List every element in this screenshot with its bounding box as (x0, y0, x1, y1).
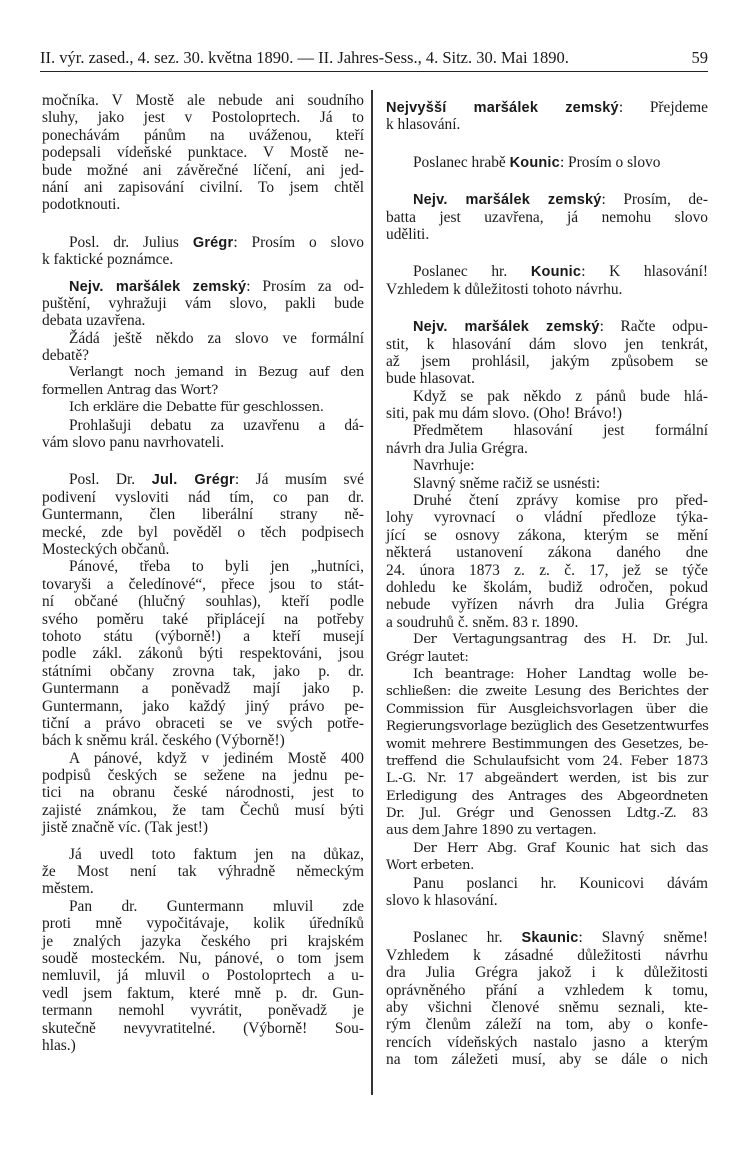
speaker-line (42, 471, 364, 488)
text-line: hlas.) (42, 1036, 76, 1054)
text-line: A pánové, když v jediném Mostě 400 (69, 749, 364, 767)
text-line: jící se osnovy zákona, kterým se mění (386, 526, 708, 544)
text-line: soudě mosteckém. Nu, pánové, o tom jsem (42, 949, 364, 967)
text-line: tici na obranu české národnosti, jest to (42, 784, 364, 802)
right-column (386, 99, 708, 1069)
text-line: Když se pak někdo z pánů bude hlá- (413, 387, 708, 405)
text-line: Žádá ještě někdo za slovo ve formální (69, 329, 364, 347)
speech-text: : Prosím, de- (601, 191, 708, 209)
text-line: k hlasování. (386, 116, 461, 134)
text-line: Já uvedl toto faktum jen na důkaz, (69, 845, 364, 863)
text-line: rencích vídeňských nastalo jasno a kterým (386, 1033, 708, 1051)
speech-text: : Prosím o slovo (559, 153, 661, 171)
text-line: Der Herr Abg. Graf Kounic hat sich das (413, 840, 708, 856)
speaker-line (42, 234, 364, 251)
text-line: Erledigung des Antrages des Abgeordneten (386, 788, 708, 804)
paragraph (42, 750, 364, 837)
text-line: ní občané (hlučný souhlas), kteří podle (42, 593, 364, 611)
text-line: Verlangt noch jemand in Bezug auf den (69, 365, 364, 381)
text-line: debata uzavřena. (42, 312, 146, 330)
text-line: zajisté známkou, že tam Čechů musí býti (42, 801, 364, 819)
text-line: formellen Antrag das Wort? (42, 382, 218, 398)
text-line: Vzhledem k důležitosti tohoto návrhu. (386, 280, 623, 298)
text-line: termann nemohl vyvrátit, poněvadž je (42, 1002, 364, 1020)
speaker-title: Poslanec hrabě (413, 153, 510, 171)
text-line: Dr. Jul. Grégr und Genossen Ldtg.-Z. 83 (386, 806, 708, 822)
speech-text: : Slavný sněme! (578, 929, 708, 947)
text-line: podepsali vídeňské punktace. V Mostě ne- (42, 144, 364, 162)
speaker-title: Posl. dr. Julius (69, 233, 193, 251)
text-line: tovaryši a čeledínové“, přece jsou to stát- (42, 575, 364, 593)
text-line: womit mehrere Bestimmungen des Gesetzes, be- (386, 736, 708, 752)
paragraph (386, 422, 708, 457)
speech-paragraph (386, 929, 708, 1068)
text-line: na tom záležeti musí, aby se dále o nich (386, 1051, 708, 1069)
text-line: nemluvil, já mluvil o Postoloprtech a u- (42, 967, 364, 985)
text-line: a soudruhů č. sněm. 83 r. 1890. (386, 613, 579, 631)
speech-text: : Já musím své (234, 471, 364, 489)
text-line: Guntermann, člen liberální strany ně- (42, 506, 364, 524)
speaker-title: Posl. Dr. (69, 471, 152, 489)
text-line: vám slovo panu navrhovateli. (42, 434, 225, 452)
speech-paragraph (386, 318, 708, 388)
text-line: vedl jsem faktum, které mně p. dr. Gun- (42, 984, 364, 1002)
text-line: mecké, zde byl pověděl o těch podpisech (42, 523, 364, 541)
text-line: Grégr lautet: (386, 649, 469, 665)
text-line: nání ani zapisování civilní. To jsem chtěl (42, 178, 364, 196)
text-line: dra Julia Grégra jakož i k důležitosti (386, 964, 708, 982)
speaker-line (386, 318, 708, 335)
text-line: že Most není tak výhradně německým (42, 863, 364, 881)
text-line: tohoto státu (výborně!) a kteří musejí (42, 627, 364, 645)
paragraph (386, 388, 708, 423)
speaker-line (386, 99, 708, 116)
text-line: Ich erkläre die Debatte für geschlossen. (69, 400, 324, 416)
text-line: Commission für Ausgleichsvorlagen über die (386, 701, 708, 717)
text-line: Vzhledem k zásadné důležitosti návrhu (386, 946, 708, 964)
text-line: Předmětem hlasování jest formální (413, 422, 708, 440)
text-line: batta jest uzavřena, já nemohu slovo (386, 208, 708, 226)
text-line: 24. února 1873 z. z. č. 17, jež se týče (386, 561, 708, 579)
text-line: siti, pak mu dám slovo. (Oho! Brávo!) (386, 405, 622, 423)
paragraph (386, 99, 708, 134)
speaker-name: Nejv. maršálek zemský (413, 319, 600, 336)
speech-text: : Prosím za od- (246, 277, 364, 295)
text-line: aus dem Jahre 1890 zu vertagen. (386, 823, 597, 839)
paragraph (386, 475, 708, 492)
text-line: podpisů českých se sežene na jednu pe- (42, 767, 364, 785)
speech-paragraph (386, 154, 708, 171)
speaker-title: Poslanec hr. (413, 929, 522, 947)
speaker-name: Skaunic (521, 930, 579, 947)
text-line: oprávněného přání a vzhledem k tomu, (386, 981, 708, 999)
text-line: močníka. V Mostě ale nebude ani soudního (42, 92, 364, 109)
text-line: sluhy, jako jest v Postoloprtech. Já to (42, 109, 364, 127)
text-line: státními občany zrovna tak, jako p. dr. (42, 662, 364, 680)
text-line: stit, k hlasování dám slovo jen tenkrát, (386, 335, 708, 353)
speech-text: : Prosím o slovo (233, 233, 365, 251)
text-line: je znalých jazyka českého pri krajském (42, 932, 364, 950)
text-line: svého poměru také připlácejí na potřeby (42, 610, 364, 628)
text-line: schließen: die zweite Lesung des Berichtes der (386, 684, 708, 700)
text-line: uděliti. (386, 225, 430, 243)
column-divider (371, 90, 373, 1095)
text-line: tiční a právo obraceti se ve svých potře- (42, 714, 364, 732)
page-number: 59 (691, 48, 708, 67)
paragraph (42, 364, 364, 399)
header-title: II. výr. zased., 4. sez. 30. května 1890. — II. Jahres-Sess., 4. Sitz. 30. Mai 1890. (40, 48, 569, 67)
speaker-line (386, 191, 708, 208)
text-line: Slavný sněme račiž se usnésti: (413, 474, 601, 492)
paragraph (42, 898, 364, 1055)
text-line: Mosteckých občanů. (42, 540, 170, 558)
text-line: Wort erbeten. (386, 858, 474, 874)
text-line: rým členům záleží na tom, aby o konfe- (386, 1016, 708, 1034)
paragraph (386, 840, 708, 875)
speech-text: : Přejdeme (618, 99, 708, 116)
speaker-line (386, 263, 708, 280)
text-line: návrh dra Julia Grégra. (386, 439, 528, 457)
speaker-name: Kounic (530, 264, 582, 281)
text-line: Druhé čtení zprávy komise pro před- (413, 492, 708, 510)
text-line: Der Vertagungsantrag des H. Dr. Jul. (413, 632, 708, 648)
text-line: ponechávám pánům na uváženou, kteří (42, 126, 364, 144)
speech-text: : K hlasování! (581, 263, 708, 281)
paragraph (42, 558, 364, 749)
text-line: až jsem prohlásil, jakým způsobem se (386, 352, 708, 370)
speaker-name: Grégr (192, 234, 234, 251)
speaker-name: Jul. Grégr (151, 472, 235, 489)
text-line: Guntermann, jako každý jiný právo pe- (42, 697, 364, 715)
text-line: bude možné ani závěrečné líčení, ani jed- (42, 161, 364, 179)
speaker-name: Nejv. maršálek zemský (413, 192, 602, 209)
speech-paragraph (42, 846, 364, 898)
speaker-line (386, 154, 708, 171)
paragraph (386, 666, 708, 840)
speaker-name: Nejv. maršálek zemský (69, 278, 247, 295)
speaker-line (386, 929, 708, 946)
speech-paragraph (42, 471, 364, 558)
text-line: Navrhuje: (413, 457, 475, 475)
text-line: k faktické poznámce. (42, 251, 174, 269)
speaker-title: Poslanec hr. (413, 263, 531, 281)
speech-paragraph (386, 191, 708, 243)
text-line: debatě? (42, 347, 89, 365)
text-line: podivení vysloviti nád tím, co pan dr. (42, 488, 364, 506)
paragraph (42, 92, 364, 214)
left-column (42, 92, 364, 1054)
text-line: některá ustanovení zákona daného dne (386, 544, 708, 562)
speech-paragraph (42, 278, 364, 330)
text-line: puštění, vyhražuji vám slovo, pakli bude (42, 294, 364, 312)
text-line: Panu poslanci hr. Kounicovi dávám (413, 874, 708, 892)
paragraph (386, 631, 708, 666)
text-line: treffend die Schulaufsicht vom 24. Feber 1873 (386, 753, 708, 769)
text-line: bách k sněmu král. českého (Výborně!) (42, 732, 285, 750)
speech-paragraph (42, 234, 364, 269)
text-line: bude hlasovat. (386, 370, 475, 388)
paragraph (386, 492, 708, 631)
speaker-name: Nejvyšší maršálek zemský (386, 100, 619, 116)
text-line: slovo k hlasování. (386, 892, 498, 910)
paragraph (42, 399, 364, 416)
speech-paragraph (386, 263, 708, 298)
paragraph (42, 417, 364, 452)
text-line: Regierungsvorlage bezüglich des Gesetzentwurfes (386, 719, 709, 735)
paragraph (42, 330, 364, 365)
text-line: nebude vyřízen návrh dra Julia Grégra (386, 596, 708, 614)
text-line: skutečně nevyvratitelné. (Výborně! Sou- (42, 1019, 364, 1037)
text-line: podle zákl. zákonů býti respektováni, jsou (42, 645, 364, 663)
text-line: Pánové, třeba to byli jen „hutníci, (69, 558, 364, 576)
text-line: aby všichni členové sněmu seznali, kte- (386, 998, 708, 1016)
speaker-line (42, 278, 364, 295)
paragraph (386, 875, 708, 910)
text-line: lohy vyrovnací o vládní předloze týka- (386, 509, 708, 527)
paragraph (386, 457, 708, 474)
text-line: Prohlašuji debatu za uzavřenu a dá- (69, 416, 364, 434)
text-line: L.-G. Nr. 17 abgeändert werden, ist bis zur (386, 771, 708, 787)
speech-text: : Račte odpu- (599, 318, 708, 336)
text-line: dohledu ke školám, budiž odročen, pokud (386, 578, 708, 596)
speaker-name: Kounic (509, 154, 560, 171)
text-line: Guntermann a poněvadž mají jako p. (42, 680, 364, 698)
text-line: podotknouti. (42, 196, 121, 214)
text-line: městem. (42, 880, 94, 898)
text-line: proti mně vypočitávaje, kolik úředníků (42, 915, 364, 933)
text-line: Ich beantrage: Hoher Landtag wolle be- (413, 666, 708, 682)
text-line: jistě značně víc. (Tak jest!) (42, 819, 209, 837)
running-header (40, 44, 708, 72)
text-line: Pan dr. Guntermann mluvil zde (69, 897, 364, 915)
